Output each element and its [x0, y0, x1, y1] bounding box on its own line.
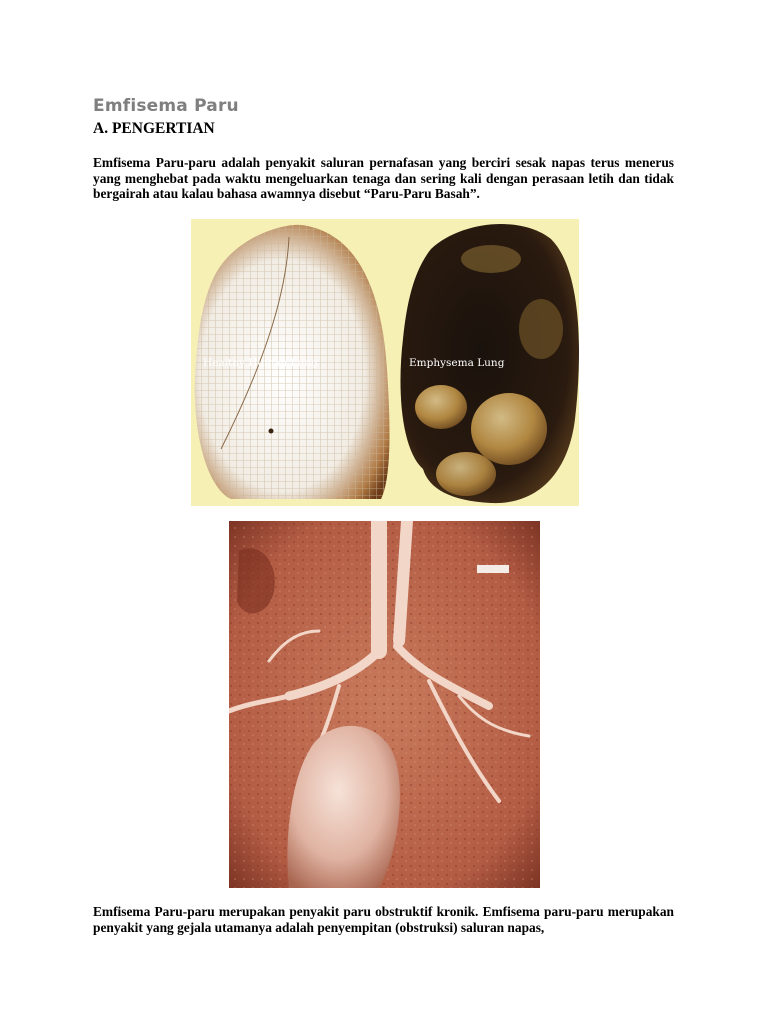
paragraph-definition: Emfisema Paru-paru adalah penyakit saluran pernafasan yang berciri sesak napas terus menerus yang menghebat pada waktu mengeluarkan tenaga dan sering kali dengan perasaan letih dan tidak bergairah atau kalau bahasa awamnya disebut “Paru-Paru Basah”. — [93, 155, 674, 201]
paragraph-copd: Emfisema Paru-paru merupakan penyakit paru obstruktif kronik. Emfisema paru-paru merupakan penyakit yang gejala utamanya adalah penyempitan (obstruksi) saluran napas, — [93, 904, 674, 935]
figure-healthy-vs-emphysema-lung — [191, 219, 579, 506]
section-heading: A. PENGERTIAN — [93, 120, 215, 137]
label-healthy-lung: Healthy Human Lung — [203, 357, 318, 369]
label-emphysema-lung: Emphysema Lung — [409, 357, 505, 369]
document-title: Emfisema Paru — [93, 96, 239, 116]
figure-lung-dissection — [229, 521, 540, 888]
specimen-tag — [477, 565, 509, 573]
